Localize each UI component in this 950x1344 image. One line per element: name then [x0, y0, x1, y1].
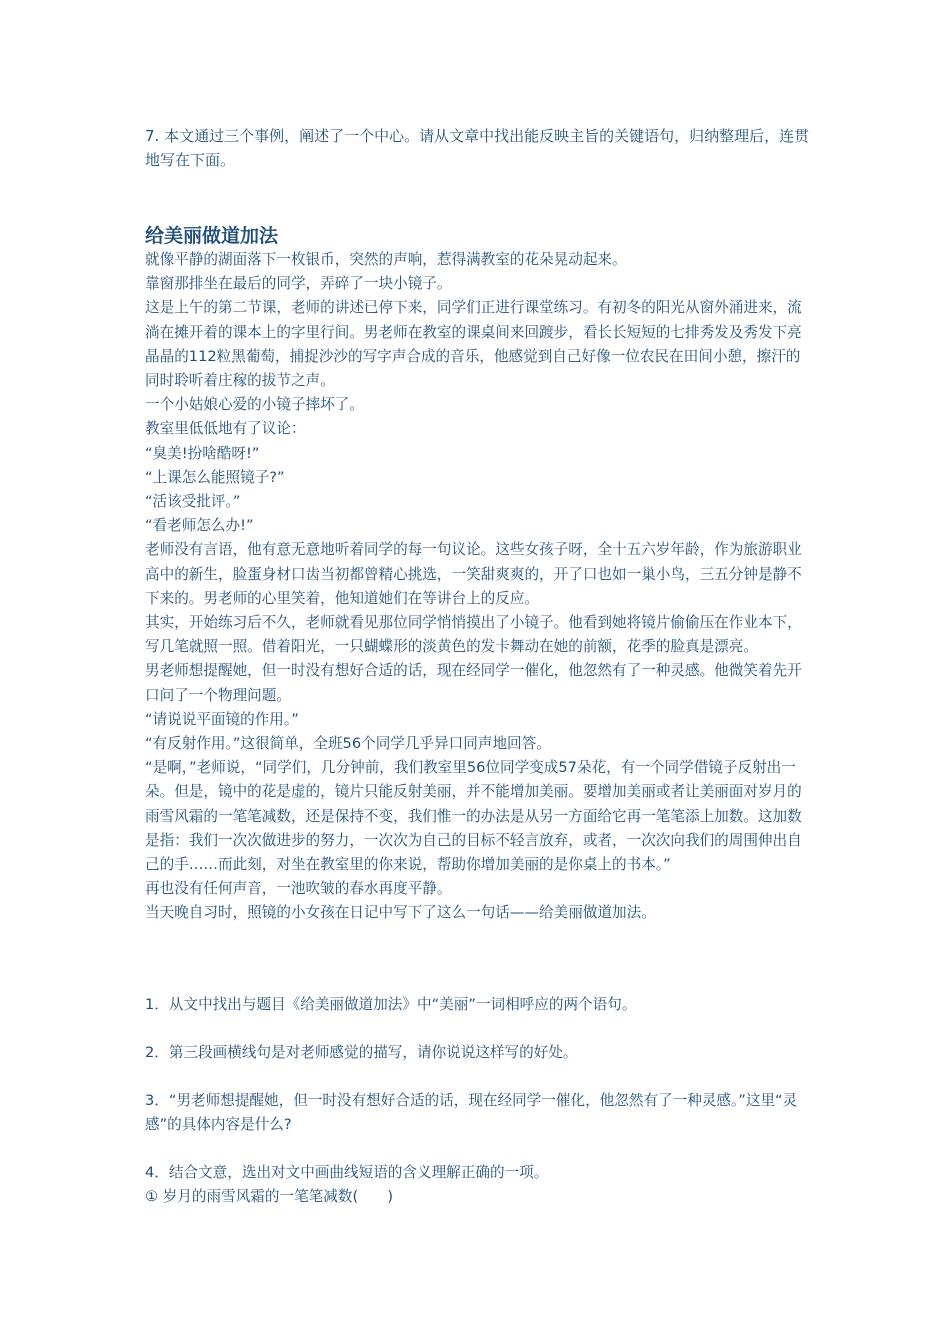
article-paragraph: “有反射作用。”这很简单，全班56个同学几乎异口同声地回答。: [145, 735, 551, 753]
article-paragraph: “请说说平面镜的作用。”: [145, 710, 299, 728]
answer-space: [145, 1065, 810, 1089]
article-paragraph: “活该受批评。”: [145, 493, 241, 511]
article-body: [145, 248, 810, 926]
article-paragraph: 老师没有言语，他有意无意地听着同学的每一句议论。这些女孩子呀，全十五六岁年龄，作为旅游职业高中的新生，脸蛋身材口齿当初都曾精心挑选，一笑甜爽爽的，开了口也如一巢小鸟，三五分钟是静不下来的。男老师的心里笑着，他知道她们在等讲台上的反应。: [145, 541, 802, 607]
article-paragraph: 男老师想提醒她，但一时没有想好合适的话，现在经同学一催化，他忽然有了一种灵感。他微笑着先开口问了一个物理问题。: [145, 662, 802, 704]
question-2: 2．第三段画横线句是对老师感觉的描写，请你说说这样写的好处。: [145, 1044, 578, 1061]
article-paragraph: “上课怎么能照镜子?”: [145, 468, 285, 486]
question-4-item-1: ① 岁月的雨雪风霜的一笔笔减数( ): [145, 1188, 394, 1205]
article-paragraph: 就像平静的湖面落下一枚银币，突然的声响，惹得满教室的花朵晃动起来。: [145, 251, 627, 268]
article-paragraph: 再也没有任何声音，一池吹皱的春水再度平静。: [145, 880, 452, 898]
article-paragraph: 教室里低低地有了议论：: [145, 420, 306, 438]
article-paragraph: “看老师怎么办!”: [145, 517, 254, 535]
article-paragraph: 当天晚自习时，照镜的小女孩在日记中写下了这么一句话——给美丽做道加法。: [145, 904, 656, 922]
question-3: 3．“男老师想提醒她，但一时没有想好合适的话，现在经同学一催化，他忽然有了一种灵感。”这里“灵感”的具体内容是什么?: [145, 1092, 798, 1133]
answer-space: [145, 1137, 810, 1161]
questions-section: [145, 993, 810, 1209]
article-paragraph: 一个小姑娘心爱的小镜子摔坏了。: [145, 396, 364, 414]
article-paragraph: 这是上午的第二节课，老师的讲述已停下来，同学们正进行课堂练习。有初冬的阳光从窗外涌进来，流淌在摊开着的课本上的字里行间。男老师在教室的课桌间来回踱步，看长长短短的七排秀发及秀发下亮晶晶的112粒黑葡萄，捕捉沙沙的写字声合成的音乐，他感觉到自己好像一位农民在田间小憩，擦汗的同时聆听着庄稼的拔节之声。: [145, 299, 802, 390]
article-paragraph: “臭美!扮啥酷呀!”: [145, 444, 260, 462]
article-title: 给美丽做道加法: [145, 225, 279, 247]
article-paragraph: “是啊，”老师说，“同学们，几分钟前，我们教室里56位同学变成57朵花，有一个同学借镜子反射出一朵。但是，镜中的花是虚的，镜片只能反射美丽，并不能增加美丽。要增加美丽或者让美丽面对岁月的雨雪风霜的一笔笔减数，还是保持不变，我们惟一的办法是从另一方面给它再一笔笔添上加数。这加数是指：我们一次次做进步的努力，一次次为自己的目标不轻言放弃，或者，一次次向我们的周围伸出自己的手……而此刻，对坐在教室里的你来说，帮助你增加美丽的是你桌上的书本。”: [145, 759, 802, 874]
article-paragraph: 其实，开始练习后不久，老师就看见那位同学悄悄摸出了小镜子。他看到她将镜片偷偷压在作业本下，写几笔就照一照。借着阳光，一只蝴蝶形的淡黄色的发卡舞动在她的前额，花季的脸真是漂亮。: [145, 614, 802, 656]
question-7: 7. 本文通过三个事例，阐述了一个中心。请从文章中找出能反映主旨的关键语句，归纳整理后，连贯地写在下面。: [145, 127, 810, 169]
answer-space: [145, 1017, 810, 1041]
question-1: 1．从文中找出与题目《给美丽做道加法》中“美丽”一词相呼应的两个语句。: [145, 996, 637, 1013]
article-paragraph: 靠窗那排坐在最后的同学，弄碎了一块小镜子。: [145, 275, 452, 293]
question-4: 4．结合文意，选出对文中画曲线短语的含义理解正确的一项。: [145, 1164, 549, 1181]
